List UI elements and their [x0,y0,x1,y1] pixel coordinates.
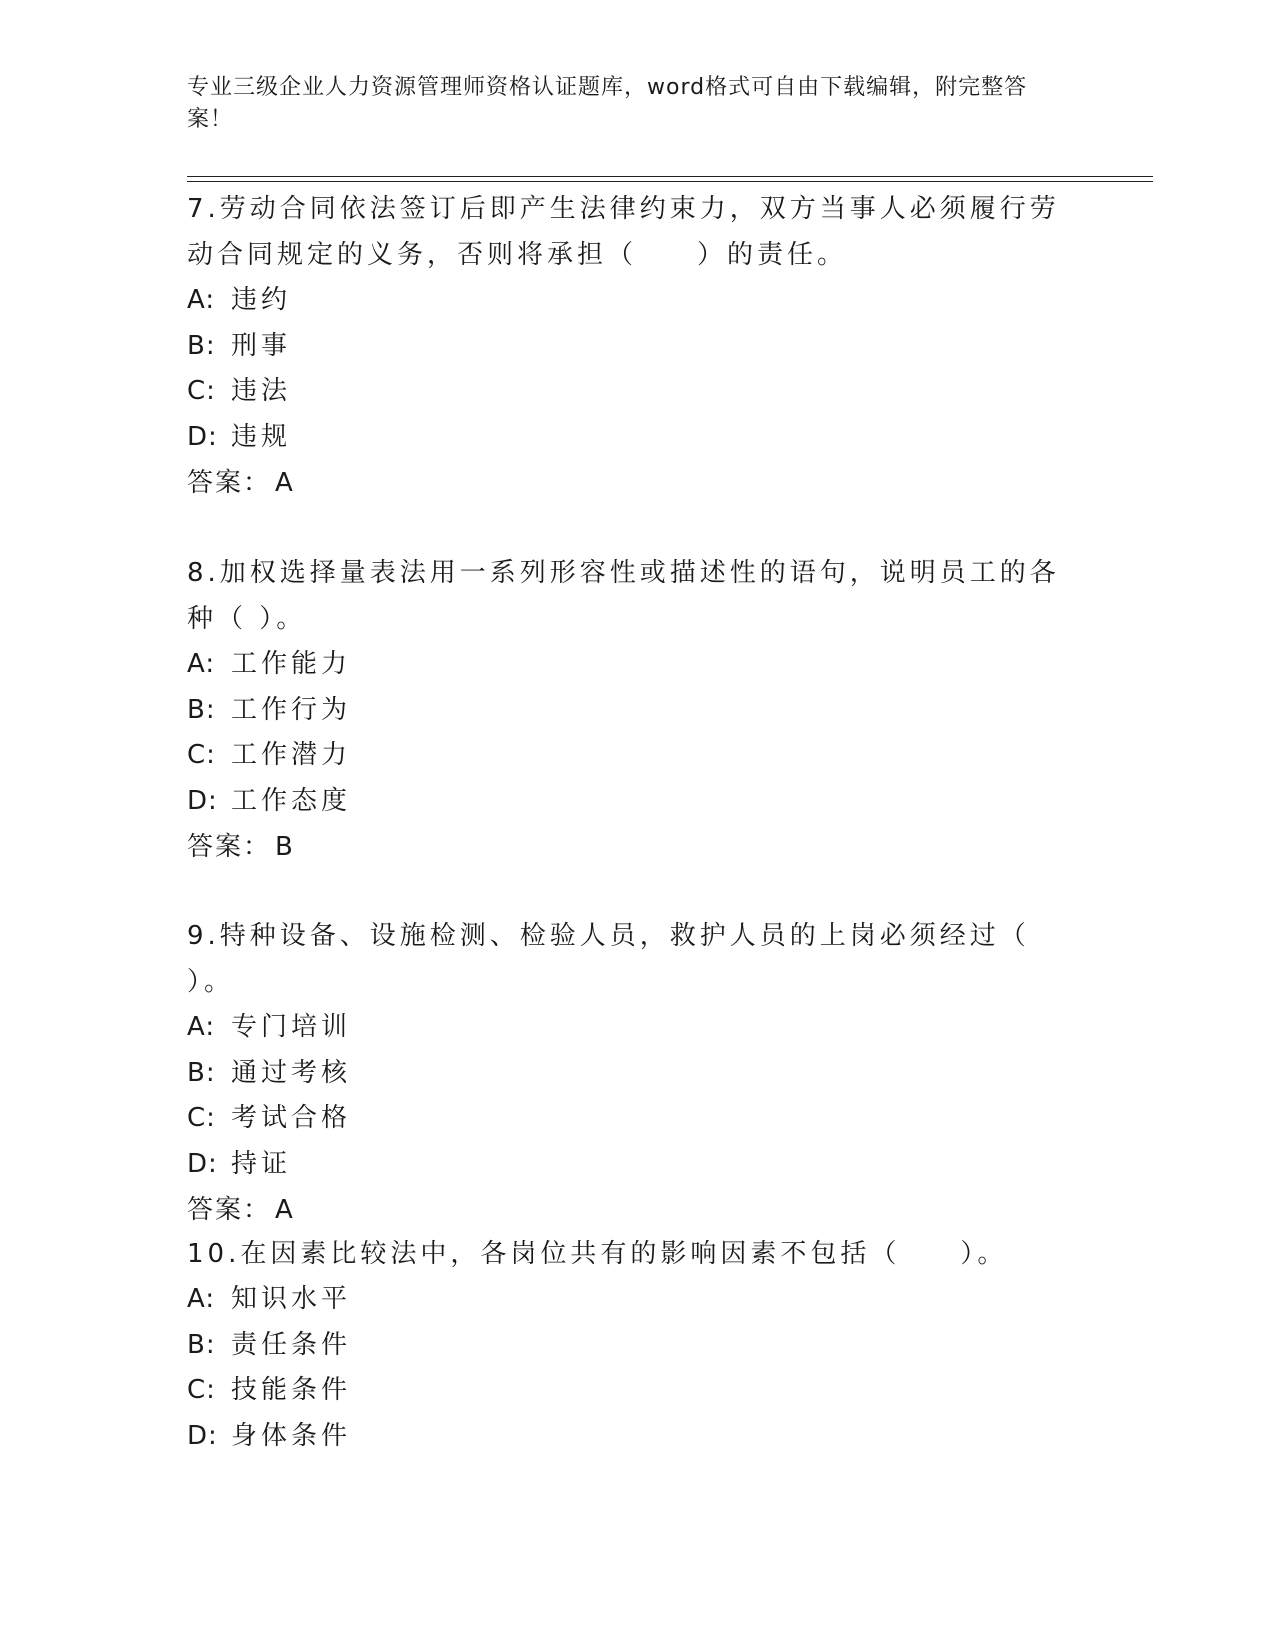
question-stem: 8.加权选择量表法用一系列形容性或描述性的语句，说明员工的各种（ ）。 [187,558,1060,634]
option-letter: D: [187,1148,218,1179]
option-text: 责任条件 [231,1329,352,1360]
option-text: 刑事 [231,330,292,361]
answer-label: 答案： [187,1195,272,1225]
document-header [187,72,1067,136]
option-letter: A: [187,285,216,315]
option-letter: A: [187,1284,216,1314]
option-letter: B: [187,330,216,361]
option-letter: D: [187,785,218,816]
option-c [187,733,1087,779]
question-10 [187,1231,1087,1459]
answer-label: 答案： [187,468,272,498]
option-letter: A: [187,649,216,679]
header-divider-bottom [187,181,1153,182]
option-text: 技能条件 [231,1375,352,1405]
option-text: 专门培训 [231,1012,352,1042]
option-letter: C: [187,1103,216,1133]
option-b [187,688,1087,734]
option-b [187,1051,1087,1097]
option-letter: C: [187,376,216,406]
answer-line [187,824,1087,870]
question-9 [187,913,1087,1233]
option-d [187,779,1087,825]
option-c [187,1096,1087,1142]
option-text: 考试合格 [231,1103,352,1133]
option-text: 违法 [231,376,292,406]
option-letter: D: [187,421,218,452]
option-a [187,642,1087,688]
option-text: 违规 [231,421,292,452]
option-d [187,1414,1087,1460]
option-a [187,1277,1087,1323]
option-text: 持证 [231,1148,292,1179]
option-text: 违约 [231,285,292,315]
option-b [187,1323,1087,1369]
answer-value: A [275,1195,295,1225]
question-8 [187,550,1087,870]
option-letter: C: [187,1375,216,1405]
option-letter: B: [187,694,216,725]
option-text: 工作潜力 [231,740,352,770]
option-text: 工作能力 [231,649,352,679]
option-d [187,1142,1087,1188]
question-stem: 9.特种设备、设施检测、检验人员，救护人员的上岗必须经过（ ）。 [187,921,1030,997]
option-text: 工作行为 [231,694,352,725]
answer-value: A [275,468,295,498]
option-c [187,369,1087,415]
header-text: 专业三级企业人力资源管理师资格认证题库，word格式可自由下载编辑，附完整答案！ [187,75,1028,132]
option-text: 通过考核 [231,1057,352,1088]
option-letter: B: [187,1057,216,1088]
answer-line [187,1187,1087,1233]
option-letter: A: [187,1012,216,1042]
header-divider-top [187,176,1153,177]
option-c [187,1368,1087,1414]
answer-line [187,460,1087,506]
question-7 [187,186,1087,506]
option-text: 身体条件 [231,1420,352,1451]
question-stem: 7.劳动合同依法签订后即产生法律约束力，双方当事人必须履行劳动合同规定的义务，否则将承担（ ）的责任。 [187,194,1060,270]
option-b [187,324,1087,370]
answer-value: B [275,832,295,862]
option-letter: B: [187,1329,216,1360]
option-letter: D: [187,1420,218,1451]
option-a [187,1005,1087,1051]
option-text: 工作态度 [231,785,352,816]
answer-label: 答案： [187,832,272,862]
option-d [187,415,1087,461]
question-stem: 10.在因素比较法中，各岗位共有的影响因素不包括（ ）。 [187,1239,1008,1269]
option-letter: C: [187,740,216,770]
option-text: 知识水平 [231,1284,352,1314]
option-a [187,278,1087,324]
